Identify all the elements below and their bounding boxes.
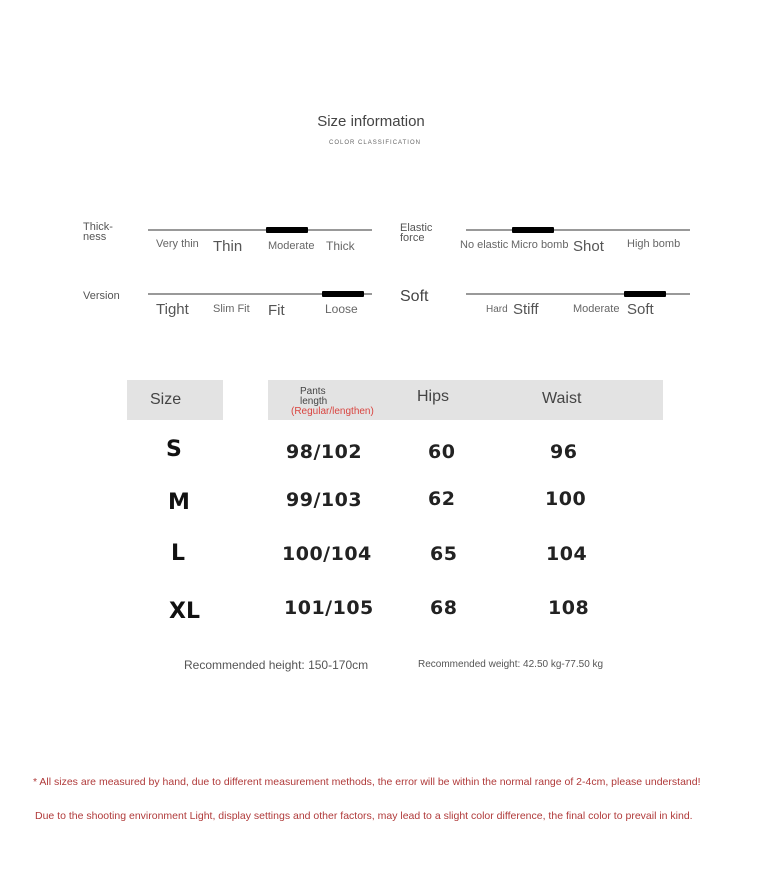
recommended-height: Recommended height: 150-170cm xyxy=(184,658,369,672)
version-option-slim-fit: Slim Fit xyxy=(213,303,250,315)
elastic-scale-line xyxy=(466,229,690,231)
thickness-option-moderate: Moderate xyxy=(268,240,315,252)
thickness-label-line1: Thick- xyxy=(83,221,113,233)
thickness-scale-marker xyxy=(266,227,308,233)
row-s-size: S xyxy=(166,437,182,462)
header-pants-length-line1: Pants xyxy=(300,386,326,397)
header-hips: Hips xyxy=(417,388,450,405)
soft-label: Soft xyxy=(400,288,429,305)
row-l-size: L xyxy=(171,541,186,566)
soft-option-moderate: Moderate xyxy=(573,303,620,315)
recommended-weight: Recommended weight: 42.50 kg-77.50 kg xyxy=(418,659,604,670)
row-m-hips: 62 xyxy=(428,488,456,510)
thickness-scale-line xyxy=(148,229,372,231)
elastic-label xyxy=(400,223,432,243)
version-label: Version xyxy=(83,290,120,302)
thickness-option-thick: Thick xyxy=(326,239,355,253)
row-xl-waist: 108 xyxy=(548,597,590,619)
row-xl-hips: 68 xyxy=(430,597,458,619)
header-pants-length-line2: length xyxy=(300,396,328,407)
elastic-option-high-bomb: High bomb xyxy=(627,238,681,250)
thickness-label xyxy=(83,222,113,242)
soft-option-soft: Soft xyxy=(627,301,654,318)
version-scale-marker xyxy=(322,291,364,297)
version-option-tight: Tight xyxy=(156,301,189,318)
version-option-fit: Fit xyxy=(268,302,285,319)
elastic-scale-marker xyxy=(512,227,554,233)
row-xl-size: XL xyxy=(169,599,200,624)
version-option-loose: Loose xyxy=(325,302,358,316)
row-s-length: 98/102 xyxy=(286,441,363,463)
thickness-label-line2: ness xyxy=(83,231,107,243)
row-s-hips: 60 xyxy=(428,441,456,463)
soft-scale-marker xyxy=(624,291,666,297)
soft-option-stiff: Stiff xyxy=(513,301,539,318)
row-l-hips: 65 xyxy=(430,543,458,565)
soft-option-hard: Hard xyxy=(486,304,508,315)
row-l-length: 100/104 xyxy=(282,543,372,565)
row-s-waist: 96 xyxy=(550,441,578,463)
elastic-option-micro-bomb: Micro bomb xyxy=(511,239,569,251)
row-xl-length: 101/105 xyxy=(284,597,374,619)
row-m-waist: 100 xyxy=(545,488,587,510)
row-m-length: 99/103 xyxy=(286,489,363,511)
row-m-size: M xyxy=(168,490,190,515)
elastic-option-shot: Shot xyxy=(573,238,604,255)
elastic-option-no-elastic: No elastic xyxy=(460,239,509,251)
page-title: Size information xyxy=(317,113,425,130)
row-l-waist: 104 xyxy=(546,543,588,565)
measurement-note: * All sizes are measured by hand, due to different measurement methods, the error will be within the normal range of 2-4cm, please understand! xyxy=(33,776,701,788)
header-size: Size xyxy=(150,391,182,408)
color-note: Due to the shooting environment Light, display settings and other factors, may lead to a slight color difference, the final color to prevail in kind. xyxy=(35,810,693,822)
header-waist: Waist xyxy=(542,390,582,407)
header-pants-length xyxy=(300,387,327,407)
thickness-option-thin: Thin xyxy=(213,238,243,255)
thickness-option-very-thin: Very thin xyxy=(156,238,199,250)
elastic-label-line2: force xyxy=(400,232,425,244)
page-subtitle: COLOR CLASSIFICATION xyxy=(329,140,421,146)
header-length-note: (Regular/lengthen) xyxy=(291,406,374,417)
elastic-label-line1: Elastic xyxy=(400,222,433,234)
